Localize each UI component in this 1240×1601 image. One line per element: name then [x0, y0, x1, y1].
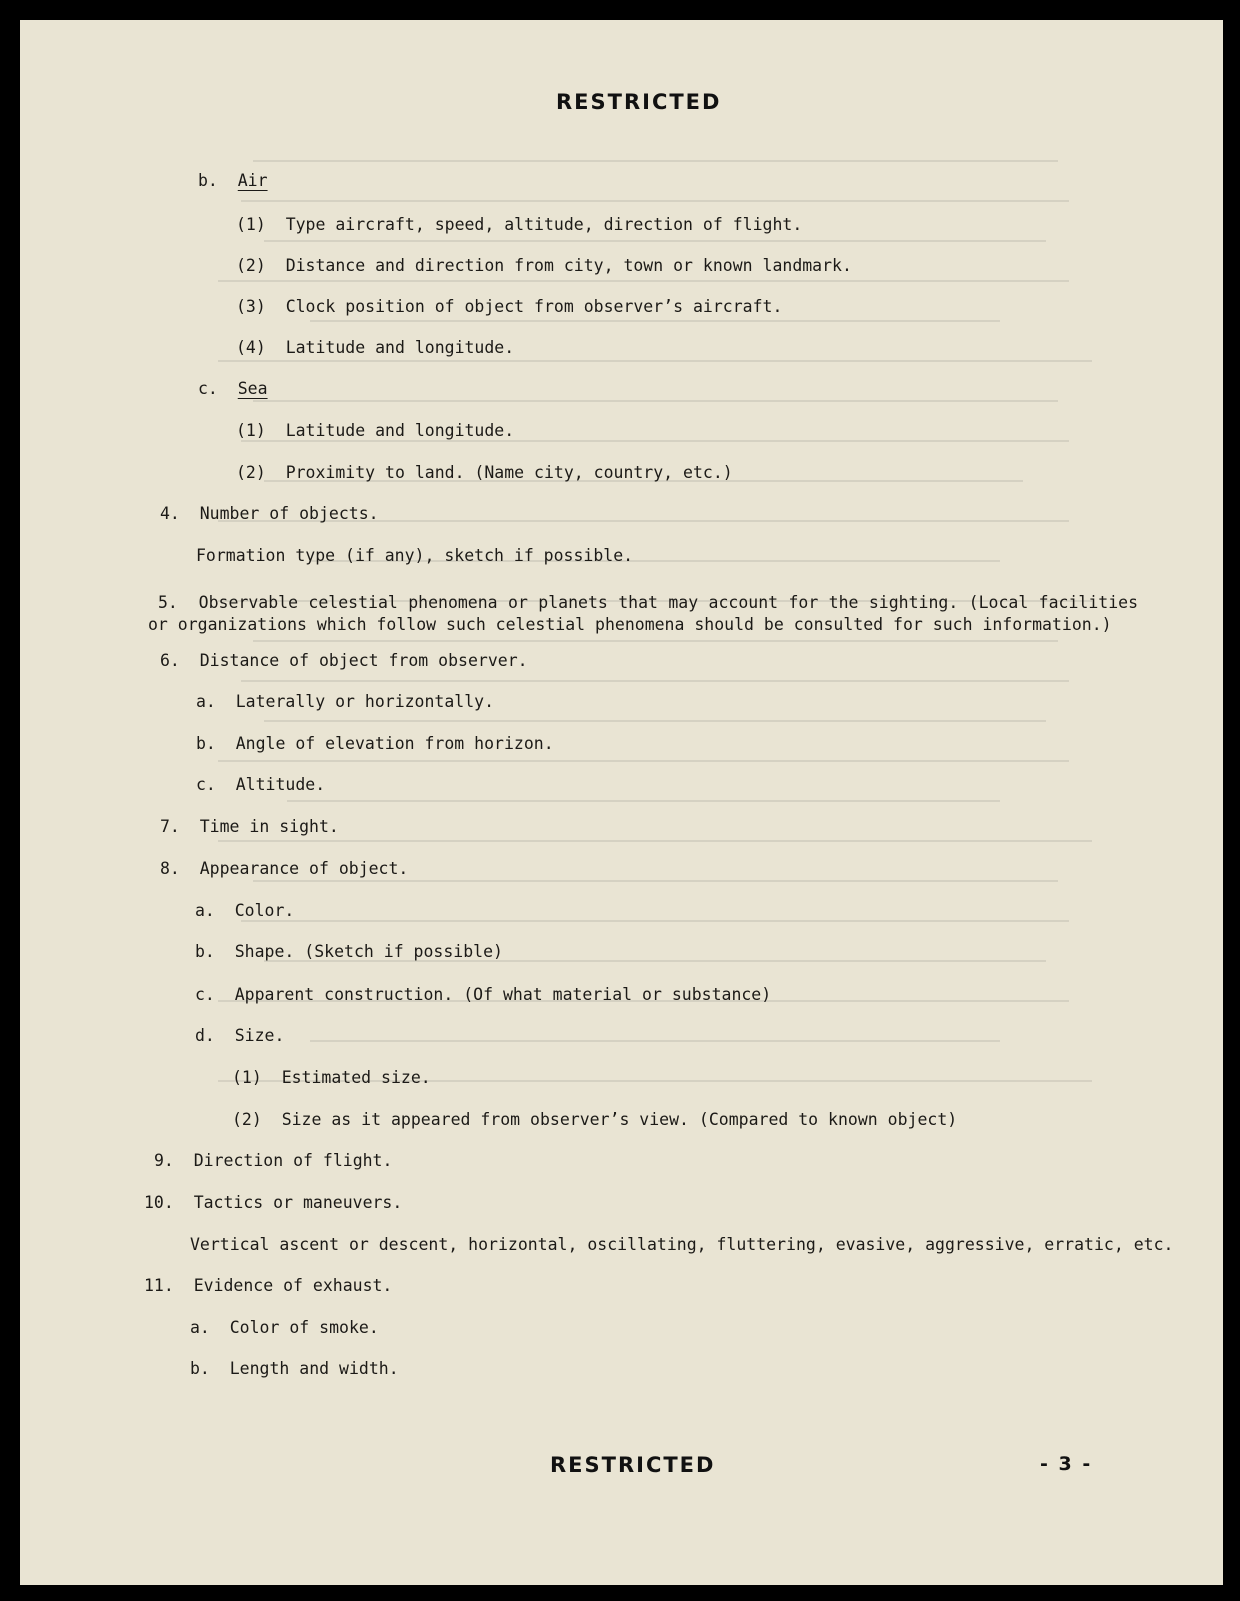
section-title: Air [237, 171, 268, 190]
item-10: 10. Tactics or maneuvers. [144, 1193, 403, 1212]
list-item: (2) Distance and direction from city, town or known landmark. [236, 256, 852, 275]
item-7: 7. Time in sight. [160, 817, 339, 836]
item-10-note: Vertical ascent or descent, horizontal, oscillating, fluttering, evasive, aggressive, erratic, etc. [190, 1235, 1174, 1254]
list-item: a. Color of smoke. [190, 1318, 379, 1337]
item-6: 6. Distance of object from observer. [160, 651, 528, 670]
list-item: a. Color. [195, 901, 295, 920]
section-title: Sea [237, 379, 268, 398]
list-item: (1) Type aircraft, speed, altitude, direction of flight. [236, 215, 803, 234]
section-letter: c. [198, 379, 218, 398]
security-marking-bottom: RESTRICTED [550, 1453, 716, 1477]
section-b-heading [198, 170, 268, 192]
list-item: b. Angle of elevation from horizon. [196, 734, 554, 753]
list-item: (2) Size as it appeared from observer’s view. (Compared to known object) [232, 1110, 958, 1129]
page-number: - 3 - [1040, 1453, 1093, 1475]
item-4-note: Formation type (if any), sketch if possible. [196, 546, 634, 565]
list-item: c. Apparent construction. (Of what material or substance) [195, 985, 772, 1004]
item-4: 4. Number of objects. [160, 504, 379, 523]
list-item: (1) Estimated size. [232, 1068, 431, 1087]
list-item: b. Length and width. [190, 1359, 399, 1378]
list-item: c. Altitude. [196, 775, 326, 794]
list-item: a. Laterally or horizontally. [196, 692, 495, 711]
item-5: 5. Observable celestial phenomena or planets that may account for the sighting. (Local facilities or organizations which follow such celestial phenomena should be consulted for such information.) [148, 593, 1138, 634]
list-item: b. Shape. (Sketch if possible) [195, 942, 503, 961]
list-item: (2) Proximity to land. (Name city, country, etc.) [236, 463, 733, 482]
item-9: 9. Direction of flight. [154, 1151, 393, 1170]
security-marking-top: RESTRICTED [556, 90, 722, 114]
item-8: 8. Appearance of object. [160, 859, 409, 878]
list-item: (4) Latitude and longitude. [236, 338, 515, 357]
list-item: (3) Clock position of object from observer’s aircraft. [236, 297, 783, 316]
list-item: (1) Latitude and longitude. [236, 421, 515, 440]
section-letter: b. [198, 171, 218, 190]
list-item: d. Size. [195, 1026, 285, 1045]
section-c-heading [198, 378, 268, 400]
document-page [20, 20, 1223, 1585]
item-11: 11. Evidence of exhaust. [144, 1276, 393, 1295]
